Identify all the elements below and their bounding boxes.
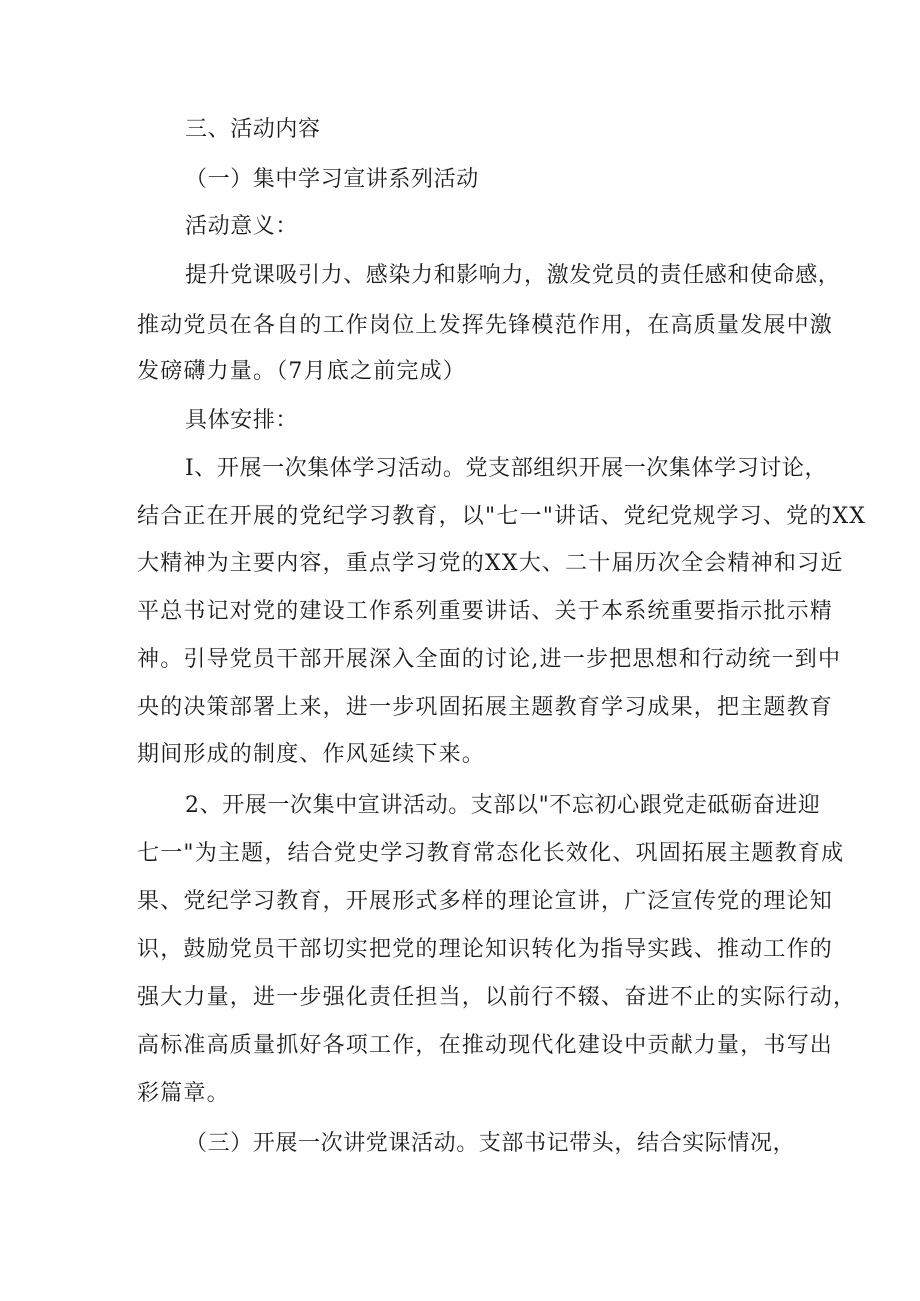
paragraph-line: 果、党纪学习教育，开展形式多样的理论宣讲，广泛宣传党的理论知 xyxy=(137,889,834,914)
paragraph-line: 七一"为主题，结合党史学习教育常态化长效化、巩固拓展主题教育成 xyxy=(137,841,845,866)
paragraph-line: 强大力量，进一步强化责任担当，以前行不辍、奋进不止的实际行动， xyxy=(137,985,857,1010)
paragraph-line: I、开展一次集体学习活动。党支部组织开展一次集体学习讨论， xyxy=(185,456,828,481)
paragraph-line: 发磅礴力量。（7月底之前完成） xyxy=(137,359,466,384)
paragraph-line: 期间形成的制度、作风延续下来。 xyxy=(137,742,486,767)
paragraph-line: 提升党课吸引力、感染力和影响力，激发党员的责任感和使命感， xyxy=(185,263,841,288)
paragraph-line: 大精神为主要内容，重点学习党的XX大、二十届历次全会精神和习近 xyxy=(137,551,844,576)
paragraph-line: 神。引导党员干部开展深入全面的讨论,进一步把思想和行动统一到中 xyxy=(137,647,842,672)
section-heading: 三、活动内容 xyxy=(185,117,321,142)
paragraph-line: 彩篇章。 xyxy=(137,1081,230,1106)
paragraph-line: 识，鼓励党员干部切实把党的理论知识转化为指导实践、推动工作的 xyxy=(137,937,834,962)
paragraph-line: 平总书记对党的建设工作系列重要讲话、关于本系统重要指示批示精 xyxy=(137,599,834,624)
paragraph-line: 2、开展一次集中宣讲活动。支部以"不忘初心跟党走砥砺奋进迎 xyxy=(185,793,821,818)
paragraph-line: 结合正在开展的党纪学习教育，以"七一"讲话、党纪党规学习、党的XX xyxy=(137,504,867,529)
meaning-label: 活动意义： xyxy=(185,214,299,239)
paragraph-line: 央的决策部署上来，进一步巩固拓展主题教育学习成果，把主题教育 xyxy=(137,695,834,720)
arrangement-label: 具体安排： xyxy=(185,408,299,433)
item-3-line: （三）开展一次讲党课活动。支部书记带头，结合实际情况， xyxy=(185,1131,796,1156)
paragraph-line: 高标准高质量抓好各项工作，在推动现代化建设中贡献力量，书写出 xyxy=(137,1033,834,1058)
subsection-heading: （一）集中学习宣讲系列活动 xyxy=(185,167,479,192)
paragraph-line: 推动党员在各自的工作岗位上发挥先锋模范作用，在高质量发展中激 xyxy=(137,313,834,338)
